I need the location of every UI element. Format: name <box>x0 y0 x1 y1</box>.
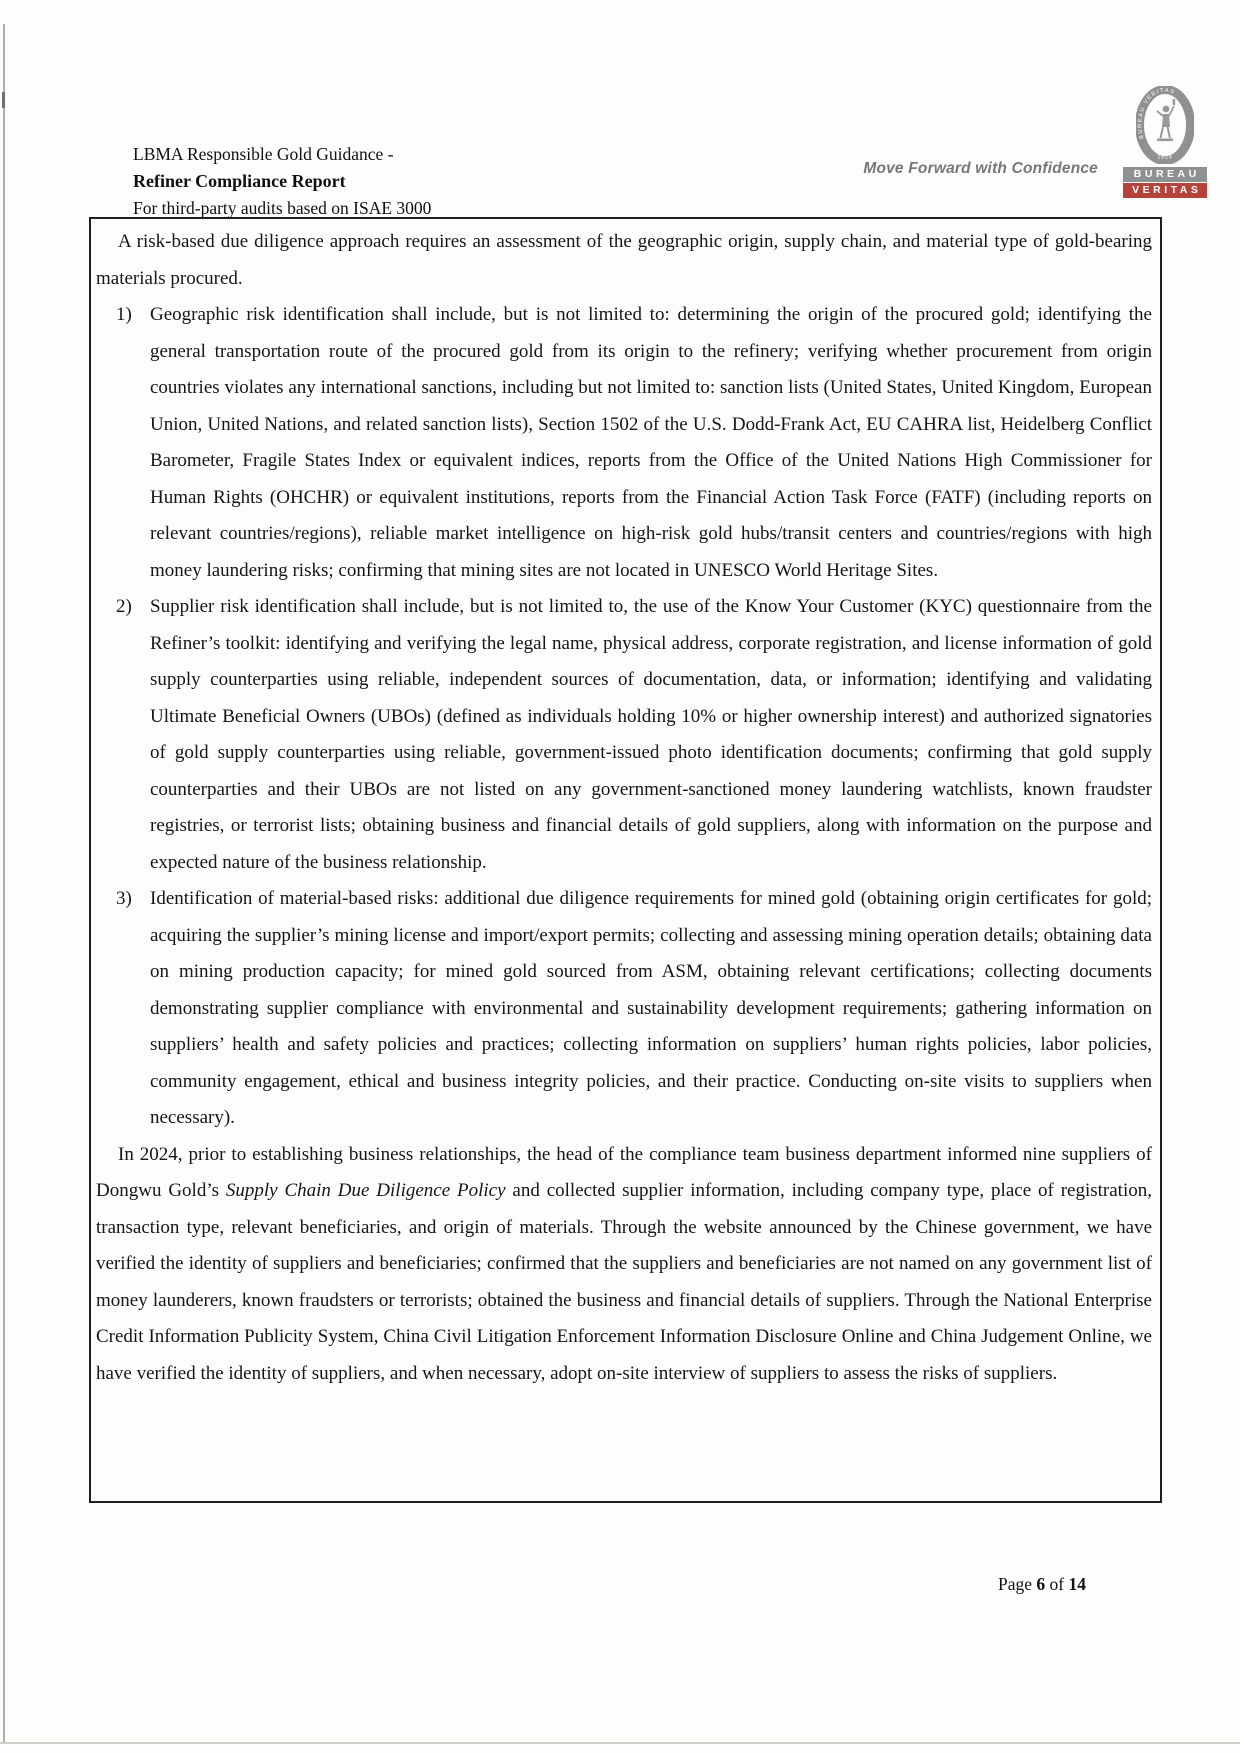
bureau-veritas-logo <box>1123 86 1207 198</box>
report-title-line2: Refiner Compliance Report <box>133 171 346 191</box>
scan-artifact-left-mark <box>2 92 5 108</box>
bv-brand-veritas: VERITAS <box>1123 183 1207 198</box>
list-item-2-text: Supplier risk identification shall include, but is not limited to, the use of the Know Your Customer (KYC) questionnaire from the Refiner’s toolkit: identifying and verifying the legal name, physical address, corporate registration, and license information of gold supply counterparties using reliable, independent sources of documentation, data, or information; identifying and validating Ultimate Beneficial Owners (UBOs) (defined as individuals holding 10% or higher ownership interest) and authorized signatories of gold supply counterparties using reliable, government-issued photo identification documents; confirming that gold supply counterparties and their UBOs are not listed on any government-sanctioned money laundering watchlists, known fraudster registries, or terrorist lists; obtaining business and financial details of gold suppliers, along with information on the purpose and expected nature of the business relationship. <box>150 596 1152 873</box>
scan-artifact-left-edge <box>3 24 5 1744</box>
intro-paragraph: A risk-based due diligence approach requires an assessment of the geographic origin, supply chain, and material type of gold-bearing materials procured. <box>96 231 1152 289</box>
list-number-3: 3) <box>116 888 132 909</box>
page-number <box>998 1574 1086 1595</box>
policy-title-italic: Supply Chain Due Diligence Policy <box>225 1180 506 1201</box>
list-item-1-text: Geographic risk identification shall include, but is not limited to: determining the origin of the procured gold; identifying the general transportation route of the procured gold from its origin to the refinery; verifying whether procurement from origin countries violates any international sanctions, including but not limited to: sanction lists (United States, United Kingdom, European Union, United Nations, and related sanction lists), Section 1502 of the U.S. Dodd-Frank Act, EU CAHRA list, Heidelberg Conflict Barometer, Fragile States Index or equivalent indices, reports from the Office of the United Nations High Commissioner for Human Rights (OHCHR) or equivalent institutions, reports from the Financial Action Task Force (FATF) (including reports on relevant countries/regions), reliable market intelligence on high-risk gold hubs/transit centers and countries/regions with high money laundering risks; confirming that mining sites are not located in UNESCO World Heritage Sites. <box>150 304 1152 581</box>
bv-brand-bureau: BUREAU <box>1123 167 1207 182</box>
list-item-3-text: Identification of material-based risks: additional due diligence requirements for mined gold (obtaining origin certificates for gold; acquiring the supplier’s mining license and import/export permits; collecting and assessing mining operation details; obtaining data on mining production capacity; for mined gold sourced from ASM, obtaining relevant certifications; collecting documents demonstrating supplier compliance with environmental and sustainability development requirements; gathering information on suppliers’ health and safety policies and practices; collecting information on suppliers’ human rights policies, labor policies, community engagement, ethical and business integrity policies, and their practice. Conducting on-site visits to suppliers when necessary). <box>150 888 1152 1128</box>
page-word: Page <box>998 1574 1037 1594</box>
list-item-supplier-risk <box>96 589 1152 881</box>
bv-tagline: Move Forward with Confidence <box>863 160 1098 177</box>
scan-artifact-bottom-edge <box>0 1742 1240 1744</box>
report-title-line3: For third-party audits based on ISAE 3000 <box>133 198 432 218</box>
closing-paragraph <box>96 1137 1152 1393</box>
page-number-current: 6 <box>1036 1574 1046 1594</box>
report-title-block <box>133 141 773 222</box>
page-number-total: 14 <box>1068 1574 1086 1594</box>
list-item-material-risk <box>96 881 1152 1137</box>
of-word: of <box>1045 1574 1069 1594</box>
list-item-geographic-risk <box>96 297 1152 589</box>
closing-text-after: and collected supplier information, including company type, place of registration, transaction type, relevant beneficiaries, and origin of materials. Through the website announced by the Chinese government, we have verified the identity of suppliers and beneficiaries; confirmed that the suppliers and beneficiaries are not named on any government list of money launderers, known fraudsters or terrorists; obtained the business and financial details of suppliers. Through the National Enterprise Credit Information Publicity System, China Civil Litigation Enforcement Information Disclosure Online and China Judgement Online, we have verified the identity of suppliers, and when necessary, adopt on-site interview of suppliers to assess the risks of suppliers. <box>96 1180 1152 1384</box>
closing-text-before: In 2024, prior to establishing business relationships, the head of the compliance team business department informed nine suppliers of Dongwu Gold’s <box>96 1143 1152 1201</box>
list-number-1: 1) <box>116 304 132 325</box>
bv-figure-icon <box>1157 99 1175 141</box>
list-number-2: 2) <box>116 596 132 617</box>
bv-year-label: 1828 <box>1157 154 1173 161</box>
report-title-line1: LBMA Responsible Gold Guidance - <box>133 144 394 164</box>
report-body-box <box>89 217 1162 1503</box>
bv-arc-text: BUREAU VERITAS <box>1137 87 1177 140</box>
bv-medallion-icon <box>1136 86 1194 164</box>
